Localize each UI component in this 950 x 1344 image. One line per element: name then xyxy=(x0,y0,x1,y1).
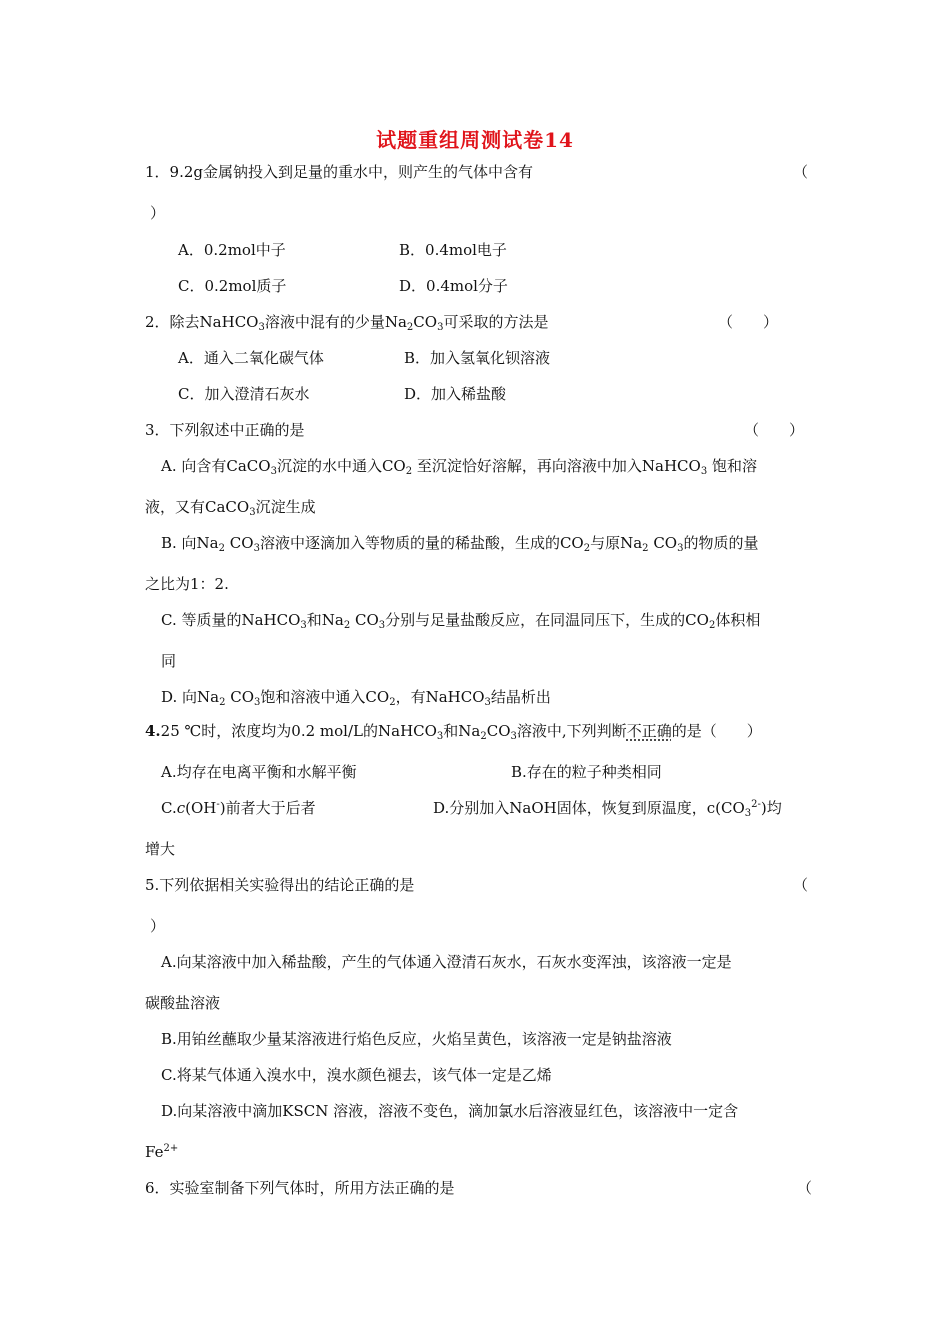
question-3-option-c-line-2: 同 xyxy=(161,652,177,670)
question-4-option-b: B.存在的粒子种类相同 xyxy=(511,763,662,781)
question-5-option-a-line-2: 碳酸盐溶液 xyxy=(145,994,221,1012)
question-1-paren-close: ） xyxy=(150,204,166,222)
question-4-option-d-line-2: 增大 xyxy=(145,840,176,858)
question-5-option-a-line-1: A.向某溶液中加入稀盐酸，产生的气体通入澄清石灰水，石灰水变浑浊，该溶液一定是 xyxy=(161,953,732,971)
question-2-option-b: B．加入氢氧化钡溶液 xyxy=(404,349,551,367)
question-4-option-d-line-1: D.分别加入NaOH固体，恢复到原温度，$c(CO_3^{2-})$均 xyxy=(433,799,782,819)
question-3-option-b-line-2: 之比为1：2. xyxy=(145,575,229,593)
question-1-option-c: C．0.2mol质子 xyxy=(178,277,287,295)
question-6-paren-open: （ xyxy=(797,1179,813,1197)
question-4-option-c: C.c(OH-)前者大于后者 xyxy=(161,799,316,817)
question-3-paren: （ ） xyxy=(744,421,805,439)
question-1-paren-open: （ xyxy=(793,163,809,181)
question-3-stem: 3．下列叙述中正确的是 xyxy=(145,421,305,439)
question-5-stem: 5.下列依据相关实验得出的结论正确的是 xyxy=(145,876,415,894)
question-4-option-a: A.均存在电离平衡和水解平衡 xyxy=(161,763,357,781)
question-6-stem: 6．实验室制备下列气体时，所用方法正确的是 xyxy=(145,1179,455,1197)
question-2-option-c: C．加入澄清石灰水 xyxy=(178,385,310,403)
question-2-option-a: A．通入二氧化碳气体 xyxy=(178,349,324,367)
question-2-option-d: D．加入稀盐酸 xyxy=(404,385,507,403)
question-1-option-d: D．0.4mol分子 xyxy=(399,277,508,295)
question-3-option-c-line-1: C. 等质量的NaHCO$_3$和$Na_2$ $CO_3$分别与足量盐酸反应，在同温同压下，生成的$CO_2$体积相 xyxy=(161,611,761,631)
question-3-option-a-line-1: A. 向含有CaCO$_3$沉淀的水中通入$CO_2$ 至沉淀恰好溶解，再向溶液中加入NaHCO$_3$ 饱和溶 xyxy=(161,457,757,477)
question-1-option-a: A．0.2mol中子 xyxy=(178,241,286,259)
question-3-option-d: D. 向$Na_2$ $CO_3$饱和溶液中通入$CO_2$，有NaHCO$_3$结晶析出 xyxy=(161,688,551,708)
question-3-option-b-line-1: B. 向$Na_2$ $CO_3$溶液中逐滴加入等物质的量的稀盐酸，生成的$CO_2$与原$Na_2$ $CO_3$的物质的量 xyxy=(161,534,759,554)
question-4-stem: 4.25 ℃时，浓度均为0.2 mol/L的NaHCO$_3$和$Na_2CO_3$溶液中,下列判断不正确的是（ ） xyxy=(145,722,762,742)
question-5-option-b: B.用铂丝蘸取少量某溶液进行焰色反应，火焰呈黄色，该溶液一定是钠盐溶液 xyxy=(161,1030,672,1048)
question-5-paren-close: ） xyxy=(150,917,166,935)
question-3-option-a-line-2: 液，又有CaCO$_3$沉淀生成 xyxy=(145,498,316,518)
question-5-option-d-line-2: $Fe^{2+}$ xyxy=(145,1143,179,1161)
page-title: 试题重组周测试卷14 xyxy=(376,128,574,152)
question-5-paren-open: （ xyxy=(793,876,809,894)
question-5-option-d-line-1: D.向某溶液中滴加KSCN 溶液，溶液不变色，滴加氯水后溶液显红色，该溶液中一定含 xyxy=(161,1102,739,1120)
question-1-option-b: B．0.4mol电子 xyxy=(399,241,507,259)
question-2-paren: （ ） xyxy=(718,313,779,331)
question-5-option-c: C.将某气体通入溴水中，溴水颜色褪去，该气体一定是乙烯 xyxy=(161,1066,552,1084)
question-1-stem: 1．9.2g金属钠投入到足量的重水中，则产生的气体中含有 xyxy=(145,163,534,181)
question-2-stem: 2．除去NaHCO$_3$溶液中混有的少量$Na_2CO_3$可采取的方法是 xyxy=(145,313,549,333)
emphasis-not-correct: 不正确 xyxy=(626,722,672,740)
